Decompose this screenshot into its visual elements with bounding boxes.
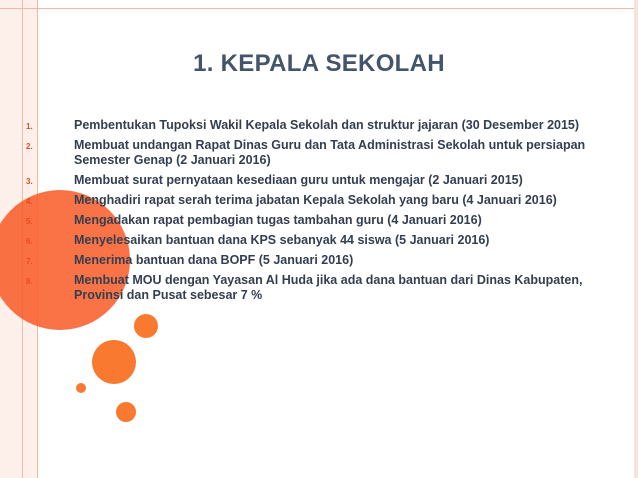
- item-number: 7.: [26, 257, 33, 266]
- item-number: 3.: [26, 177, 33, 186]
- item-number: 1.: [26, 122, 33, 131]
- item-number: 8.: [26, 277, 33, 286]
- item-text: Mengadakan rapat pembagian tugas tambahan guru (4 Januari 2016): [74, 213, 482, 227]
- list-item: [26, 213, 596, 228]
- item-text: Menghadiri rapat serah terima jabatan Kepala Sekolah yang baru (4 Januari 2016): [74, 193, 557, 207]
- item-number: 6.: [26, 237, 33, 246]
- item-text: Menerima bantuan dana BOPF (5 Januari 2016): [74, 253, 354, 267]
- list-item: [26, 253, 596, 268]
- decorative-circle-small: [116, 402, 136, 422]
- list-item: [26, 138, 596, 168]
- top-border-line: [0, 8, 638, 9]
- slide-title: [0, 50, 638, 78]
- item-number: 5.: [26, 217, 33, 226]
- list-item: [26, 118, 596, 133]
- list-item: [26, 193, 596, 208]
- item-number: 2.: [26, 142, 33, 151]
- decorative-circle-small: [134, 314, 158, 338]
- item-number: 4.: [26, 197, 33, 206]
- list-item: [26, 173, 596, 188]
- list-item: [26, 233, 596, 248]
- decorative-dot: [76, 383, 86, 393]
- item-text: Membuat MOU dengan Yayasan Al Huda jika ada dana bantuan dari Dinas Kabupaten, Provinsi dan Pusat sebesar 7 %: [74, 273, 583, 302]
- item-list: [26, 118, 596, 308]
- item-text: Membuat undangan Rapat Dinas Guru dan Tata Administrasi Sekolah untuk persiapan Semester Genap (2 Januari 2016): [74, 138, 586, 167]
- item-text: Membuat surat pernyataan kesediaan guru untuk mengajar (2 Januari 2015): [74, 173, 523, 187]
- decorative-circle-medium: [92, 340, 136, 384]
- list-item: [26, 273, 596, 303]
- item-text: Menyelesaikan bantuan dana KPS sebanyak 44 siswa (5 Januari 2016): [74, 233, 490, 247]
- item-text: Pembentukan Tupoksi Wakil Kepala Sekolah dan struktur jajaran (30 Desember 2015): [74, 118, 580, 132]
- slide-title-text: 1. KEPALA SEKOLAH: [193, 50, 445, 77]
